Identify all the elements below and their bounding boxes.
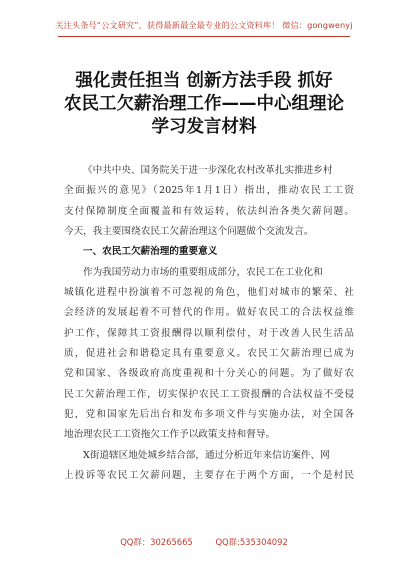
title-line: 学习发言材料 <box>151 117 257 137</box>
body-line: 《中共中央、国务院关于进一步深化农村改革扎实推进乡村 <box>83 165 333 176</box>
body-line: 支付保障制度全面覆盖和有效运转，依法纠治各类欠薪问题。 <box>64 205 354 217</box>
document-title <box>40 70 368 139</box>
title-line: 强化责任担当 创新方法手段 抓好 <box>75 71 333 91</box>
body-line: 犯，党和国家先后出台和发布多项文件与实施办法，对全国各 <box>64 409 354 421</box>
body-line: 会经济的发展起着不可替代的作用。做好农民工的合法权益维 <box>64 307 354 319</box>
body-line: 质，促进社会和谐稳定具有重要意义。农民工欠薪治理已成为 <box>64 348 354 360</box>
body-line: 护工作，保障其工资报酬得以顺利偿付，对于改善人民生活品 <box>64 327 354 339</box>
body-line: 作为我国劳动力市场的重要组成部分，农民工在工业化和 <box>83 266 323 278</box>
section-heading: 一、农民工欠薪治理的重要意义 <box>83 246 218 258</box>
title-line: 农民工欠薪治理工作——中心组理论 <box>64 94 344 114</box>
body-line: 民工欠薪治理工作，切实保护农民工工资报酬的合法权益不受侵 <box>64 388 354 400</box>
body-line: 今天，我主要围绕农民工欠薪治理这个问题做个交流发言。 <box>64 226 314 238</box>
header-banner: 关注头条号“公文研究”，获得最新最全最专业的公文资料库！ 微信：gongwenyj <box>55 20 353 30</box>
footer-qq-group-2: QQ群:535304092 <box>215 537 288 547</box>
footer-contacts <box>0 536 408 548</box>
body-line: 上投诉等农民工欠薪问题，主要存在于两个方面，一个是村民 <box>64 470 354 482</box>
body-line: 党和国家、各级政府高度重视和十分关心的问题。为了做好农 <box>64 368 354 380</box>
header-divider <box>58 36 350 37</box>
footer-qq-group-1: QQ群：30265665 <box>120 537 193 547</box>
body-line: 全面振兴的意见》（2025年1月1日）指出，推动农民工工资 <box>64 185 354 197</box>
body-line: 地治理农民工工资拖欠工作予以政策支持和督导。 <box>64 429 276 441</box>
body-line: X街道辖区地处城乡结合部，通过分析近年来信访案件、网 <box>83 449 330 461</box>
body-line: 城镇化进程中扮演着不可忽视的角色，他们对城市的繁荣、社 <box>64 287 354 299</box>
document-body <box>64 161 354 487</box>
